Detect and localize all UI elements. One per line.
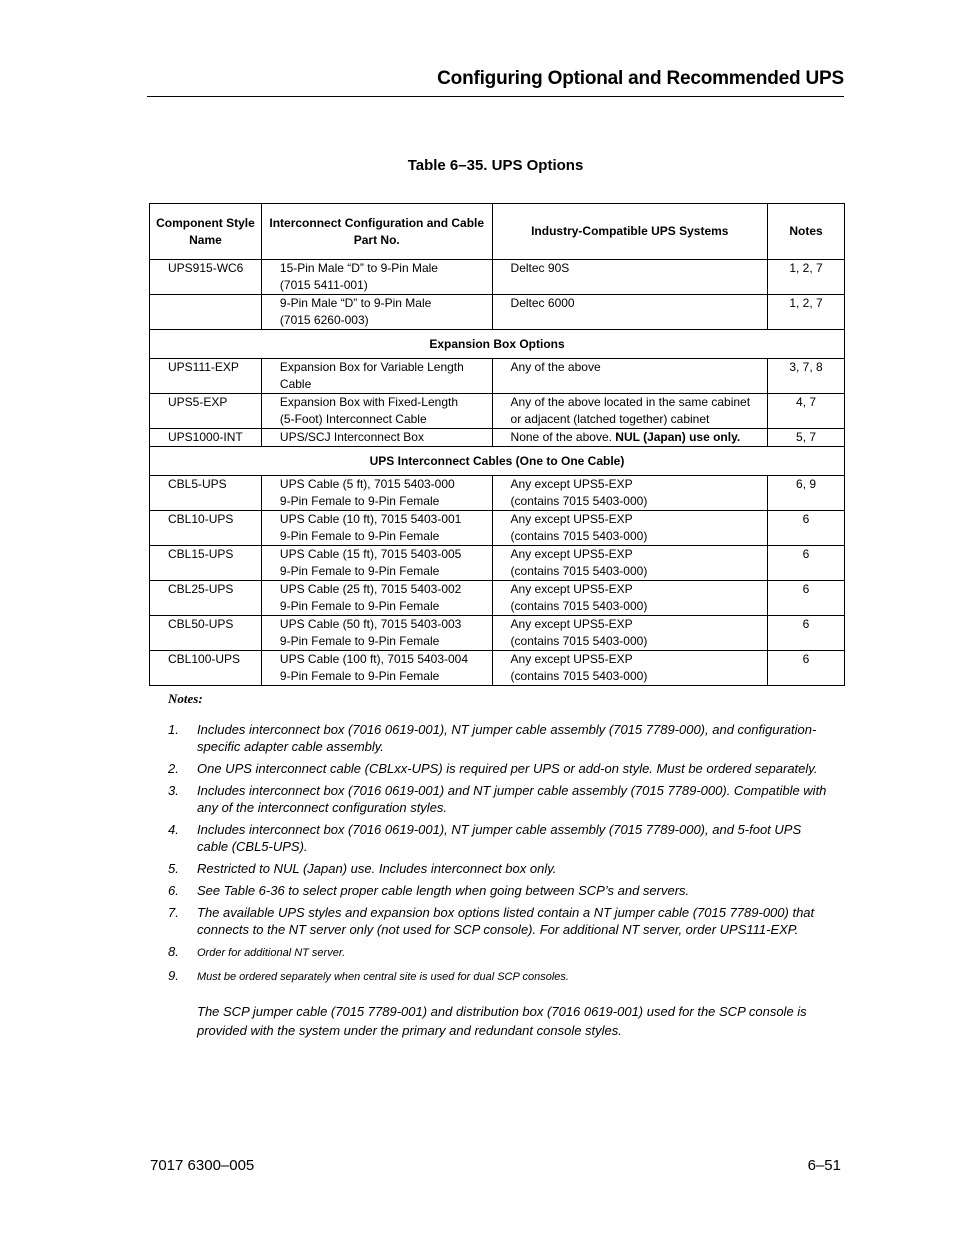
- note-final-paragraph: The SCP jumper cable (7015 7789-001) and distribution box (7016 0619-001) used for the SCP console is provided with the system under the primary and redundant console styles.: [197, 1004, 807, 1038]
- notes-cell: 1, 2, 7: [768, 260, 845, 295]
- note-item: 9. Must be ordered separately when central site is used for dual SCP consoles.: [168, 968, 569, 983]
- table-row: [150, 581, 845, 616]
- section-row: [150, 447, 845, 476]
- notes-cell: 1, 2, 7: [768, 295, 845, 330]
- column-header-config: Interconnect Configuration and Cable Part No.: [261, 204, 492, 260]
- note-item: 8. Order for additional NT server.: [168, 944, 346, 959]
- section-title-cables: UPS Interconnect Cables (One to One Cable): [150, 447, 845, 476]
- notes-cell: 6: [768, 581, 845, 616]
- style-cell: [150, 295, 262, 330]
- notes-block: [168, 691, 828, 1040]
- config-cell: Expansion Box with Fixed-Length (5-Foot) Interconnect Cable: [261, 394, 492, 429]
- note-item: 6. See Table 6-36 to select proper cable length when going between SCP’s and servers.: [168, 883, 690, 898]
- config-cell: UPS Cable (50 ft), 7015 5403-003 9-Pin Female to 9-Pin Female: [261, 616, 492, 651]
- note-item: 7. The available UPS styles and expansion box options listed contain a NT jumper cable (7015 7789-000) that connects to the NT server only (not used for SCP console). For additional NT server, order UPS111-EXP.: [168, 905, 815, 937]
- notes-cell: 3, 7, 8: [768, 359, 845, 394]
- section-title-expansion: Expansion Box Options: [150, 330, 845, 359]
- config-cell: UPS Cable (15 ft), 7015 5403-005 9-Pin Female to 9-Pin Female: [261, 546, 492, 581]
- config-cell: UPS/SCJ Interconnect Box: [261, 429, 492, 447]
- section-row: [150, 330, 845, 359]
- systems-cell: Any except UPS5-EXP (contains 7015 5403-000): [492, 546, 768, 581]
- notes-heading: Notes:: [168, 691, 203, 706]
- systems-cell: Any of the above: [492, 359, 768, 394]
- style-cell: CBL50-UPS: [150, 616, 262, 651]
- note-item: 2. One UPS interconnect cable (CBLxx-UPS) is required per UPS or add-on style. Must be ordered separately.: [168, 761, 818, 776]
- column-header-notes: Notes: [768, 204, 845, 260]
- config-cell: 15-Pin Male “D” to 9-Pin Male (7015 5411-001): [261, 260, 492, 295]
- note-item: 5. Restricted to NUL (Japan) use. Includes interconnect box only.: [168, 861, 557, 876]
- systems-cell: Any of the above located in the same cabinet or adjacent (latched together) cabinet: [492, 394, 768, 429]
- style-cell: UPS915-WC6: [150, 260, 262, 295]
- style-cell: CBL100-UPS: [150, 651, 262, 686]
- ups-options-table: [149, 203, 845, 686]
- table-row: [150, 616, 845, 651]
- config-cell: Expansion Box for Variable Length Cable: [261, 359, 492, 394]
- notes-cell: 6: [768, 511, 845, 546]
- notes-cell: 4, 7: [768, 394, 845, 429]
- running-head: Configuring Optional and Recommended UPS: [147, 68, 844, 97]
- table-row: [150, 651, 845, 686]
- style-cell: CBL5-UPS: [150, 476, 262, 511]
- systems-cell: Any except UPS5-EXP (contains 7015 5403-000): [492, 651, 768, 686]
- column-header-systems: Industry-Compatible UPS Systems: [492, 204, 768, 260]
- style-cell: CBL15-UPS: [150, 546, 262, 581]
- table-row: [150, 394, 845, 429]
- systems-cell: Any except UPS5-EXP (contains 7015 5403-000): [492, 476, 768, 511]
- footer-doc-number: 7017 6300–005: [150, 1157, 255, 1174]
- systems-cell: None of the above. NUL (Japan) use only.: [492, 429, 768, 447]
- config-cell: UPS Cable (25 ft), 7015 5403-002 9-Pin Female to 9-Pin Female: [261, 581, 492, 616]
- column-header-style: Component Style Name: [150, 204, 262, 260]
- style-cell: CBL25-UPS: [150, 581, 262, 616]
- note-item: 1. Includes interconnect box (7016 0619-001), NT jumper cable assembly (7015 7789-000), and configuration-specific adapter cable assembly.: [168, 722, 817, 754]
- systems-cell: Any except UPS5-EXP (contains 7015 5403-000): [492, 616, 768, 651]
- style-cell: CBL10-UPS: [150, 511, 262, 546]
- config-cell: UPS Cable (5 ft), 7015 5403-000 9-Pin Female to 9-Pin Female: [261, 476, 492, 511]
- table-row: [150, 429, 845, 447]
- note-item: 3. Includes interconnect box (7016 0619-001) and NT jumper cable assembly (7015 7789-000). Compatible with any of the interconnect configuration styles.: [168, 783, 827, 815]
- config-cell: UPS Cable (100 ft), 7015 5403-004 9-Pin Female to 9-Pin Female: [261, 651, 492, 686]
- notes-cell: 6: [768, 546, 845, 581]
- style-cell: UPS1000-INT: [150, 429, 262, 447]
- table-row: [150, 359, 845, 394]
- table-row: [150, 511, 845, 546]
- style-cell: UPS5-EXP: [150, 394, 262, 429]
- table-row: [150, 546, 845, 581]
- table-row: [150, 476, 845, 511]
- systems-cell: Deltec 90S: [492, 260, 768, 295]
- table-row: [150, 295, 845, 330]
- systems-cell: Deltec 6000: [492, 295, 768, 330]
- note-item: 4. Includes interconnect box (7016 0619-001), NT jumper cable assembly (7015 7789-000), and 5-foot UPS cable (CBL5-UPS).: [168, 822, 802, 854]
- table-row: [150, 260, 845, 295]
- notes-cell: 6, 9: [768, 476, 845, 511]
- notes-cell: 5, 7: [768, 429, 845, 447]
- style-cell: UPS111-EXP: [150, 359, 262, 394]
- notes-cell: 6: [768, 651, 845, 686]
- notes-cell: 6: [768, 616, 845, 651]
- table-caption: Table 6–35. UPS Options: [407, 157, 584, 174]
- config-cell: 9-Pin Male “D” to 9-Pin Male (7015 6260-003): [261, 295, 492, 330]
- systems-cell: Any except UPS5-EXP (contains 7015 5403-000): [492, 581, 768, 616]
- systems-cell: Any except UPS5-EXP (contains 7015 5403-000): [492, 511, 768, 546]
- config-cell: UPS Cable (10 ft), 7015 5403-001 9-Pin Female to 9-Pin Female: [261, 511, 492, 546]
- footer-page-number: 6–51: [807, 1157, 841, 1174]
